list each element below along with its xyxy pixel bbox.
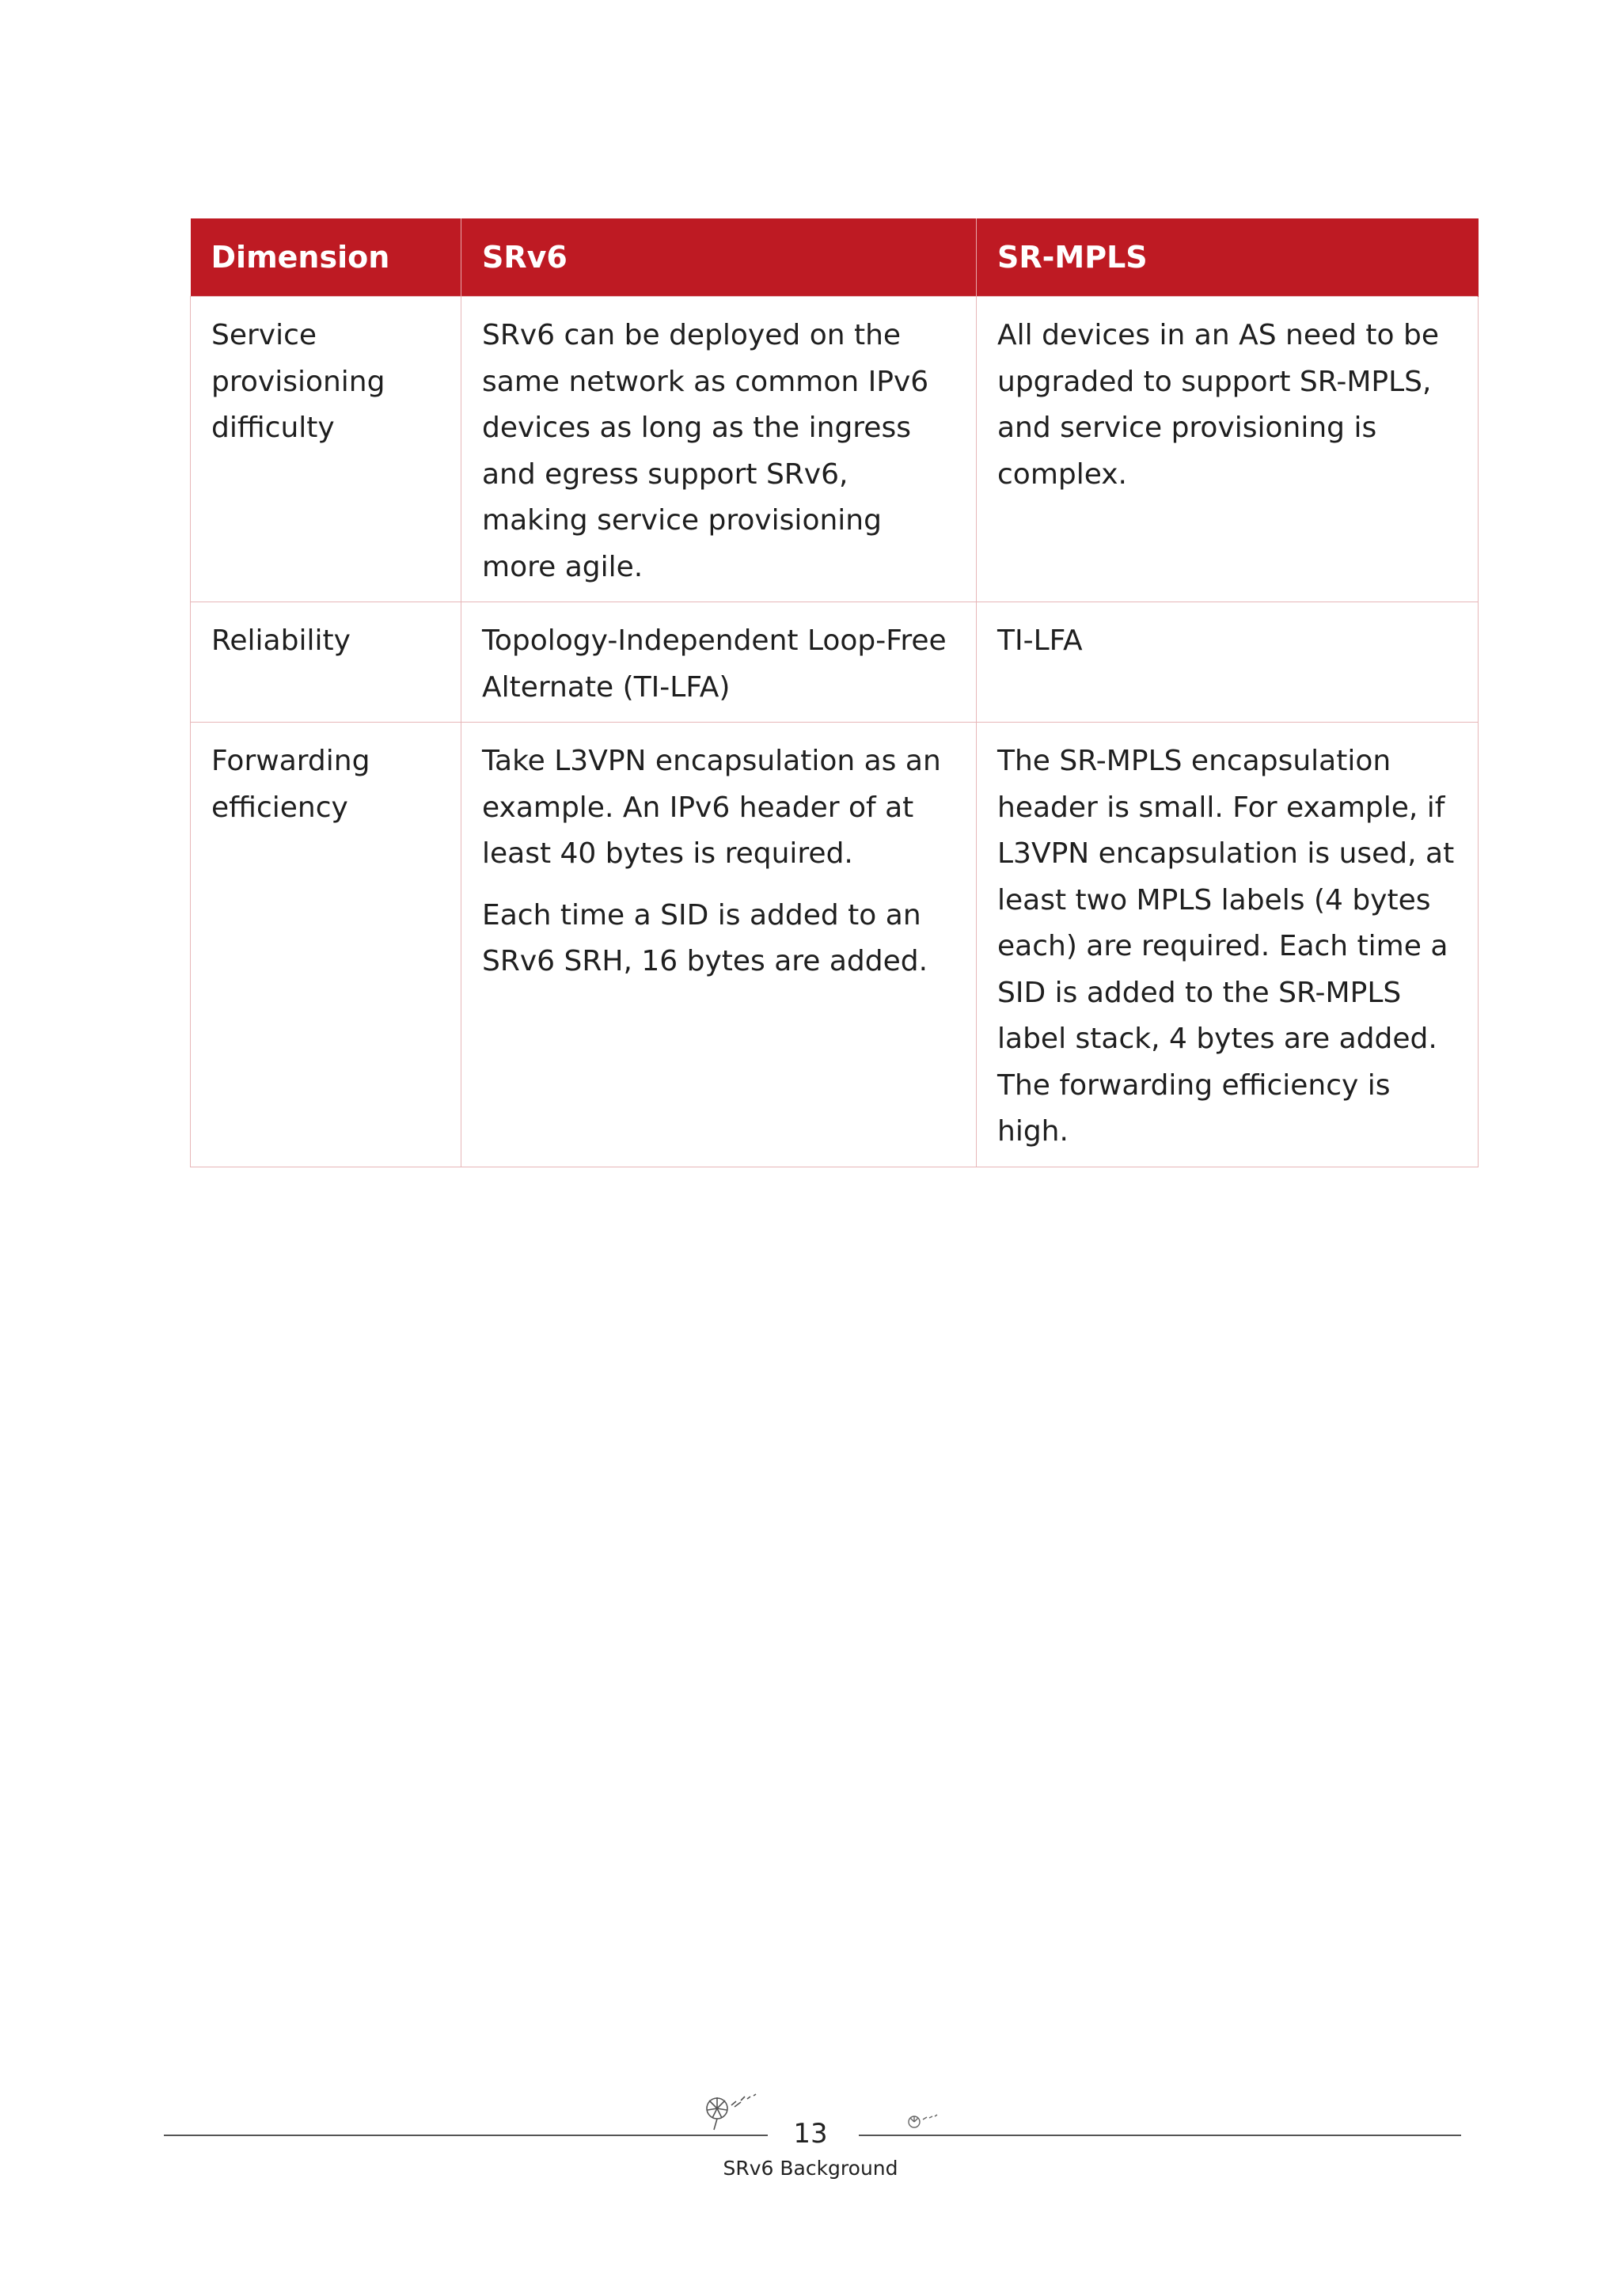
cell-text: Take L3VPN encapsulation as an example. An IPv6 header of at least 40 bytes is required. — [482, 745, 941, 870]
seed-icon — [905, 2111, 945, 2131]
cell-dimension — [191, 723, 461, 1167]
table-row — [191, 723, 1479, 1167]
table-row — [191, 602, 1479, 723]
cell-text: Each time a SID is added to an SRv6 SRH, 16 bytes are added. — [482, 898, 928, 977]
header-srv6: SRv6 — [461, 218, 977, 297]
cell-text: The SR-MPLS encapsulation header is small. For example, if L3VPN encapsulation is used, at least two MPLS labels (4 bytes each) are required. Each time a SID is added to the SR-MPLS label stack, 4 bytes are added. The forwarding efficiency is high. — [997, 745, 1455, 1148]
cell-text: TI-LFA — [997, 624, 1083, 657]
cell-sr-mpls — [977, 297, 1479, 602]
cell-text: Service provisioning difficulty — [211, 319, 385, 444]
cell-sr-mpls — [977, 602, 1479, 723]
cell-text: All devices in an AS need to be upgraded to support SR-MPLS, and service provisioning is complex. — [997, 319, 1440, 491]
footer-divider-left — [164, 2135, 768, 2136]
header-sr-mpls: SR-MPLS — [977, 218, 1479, 297]
footer-divider-right — [859, 2135, 1461, 2136]
table-row — [191, 297, 1479, 602]
cell-text: Topology-Independent Loop-Free Alternate (TI-LFA) — [482, 624, 947, 704]
cell-srv6 — [461, 297, 977, 602]
comparison-table — [190, 218, 1479, 1167]
cell-srv6 — [461, 602, 977, 723]
cell-text: SRv6 can be deployed on the same network as common IPv6 devices as long as the ingress and egress support SRv6, making service provisioning more agile. — [482, 319, 929, 583]
cell-srv6 — [461, 723, 977, 1167]
document-title: SRv6 Background — [723, 2157, 898, 2180]
dandelion-icon — [700, 2089, 771, 2131]
header-dimension: Dimension — [191, 218, 461, 297]
cell-sr-mpls — [977, 723, 1479, 1167]
page-number: 13 — [793, 2118, 828, 2150]
cell-text: Reliability — [211, 624, 351, 657]
table-header-row — [191, 218, 1479, 297]
cell-dimension — [191, 297, 461, 602]
cell-text: Forwarding efficiency — [211, 745, 370, 824]
cell-dimension — [191, 602, 461, 723]
